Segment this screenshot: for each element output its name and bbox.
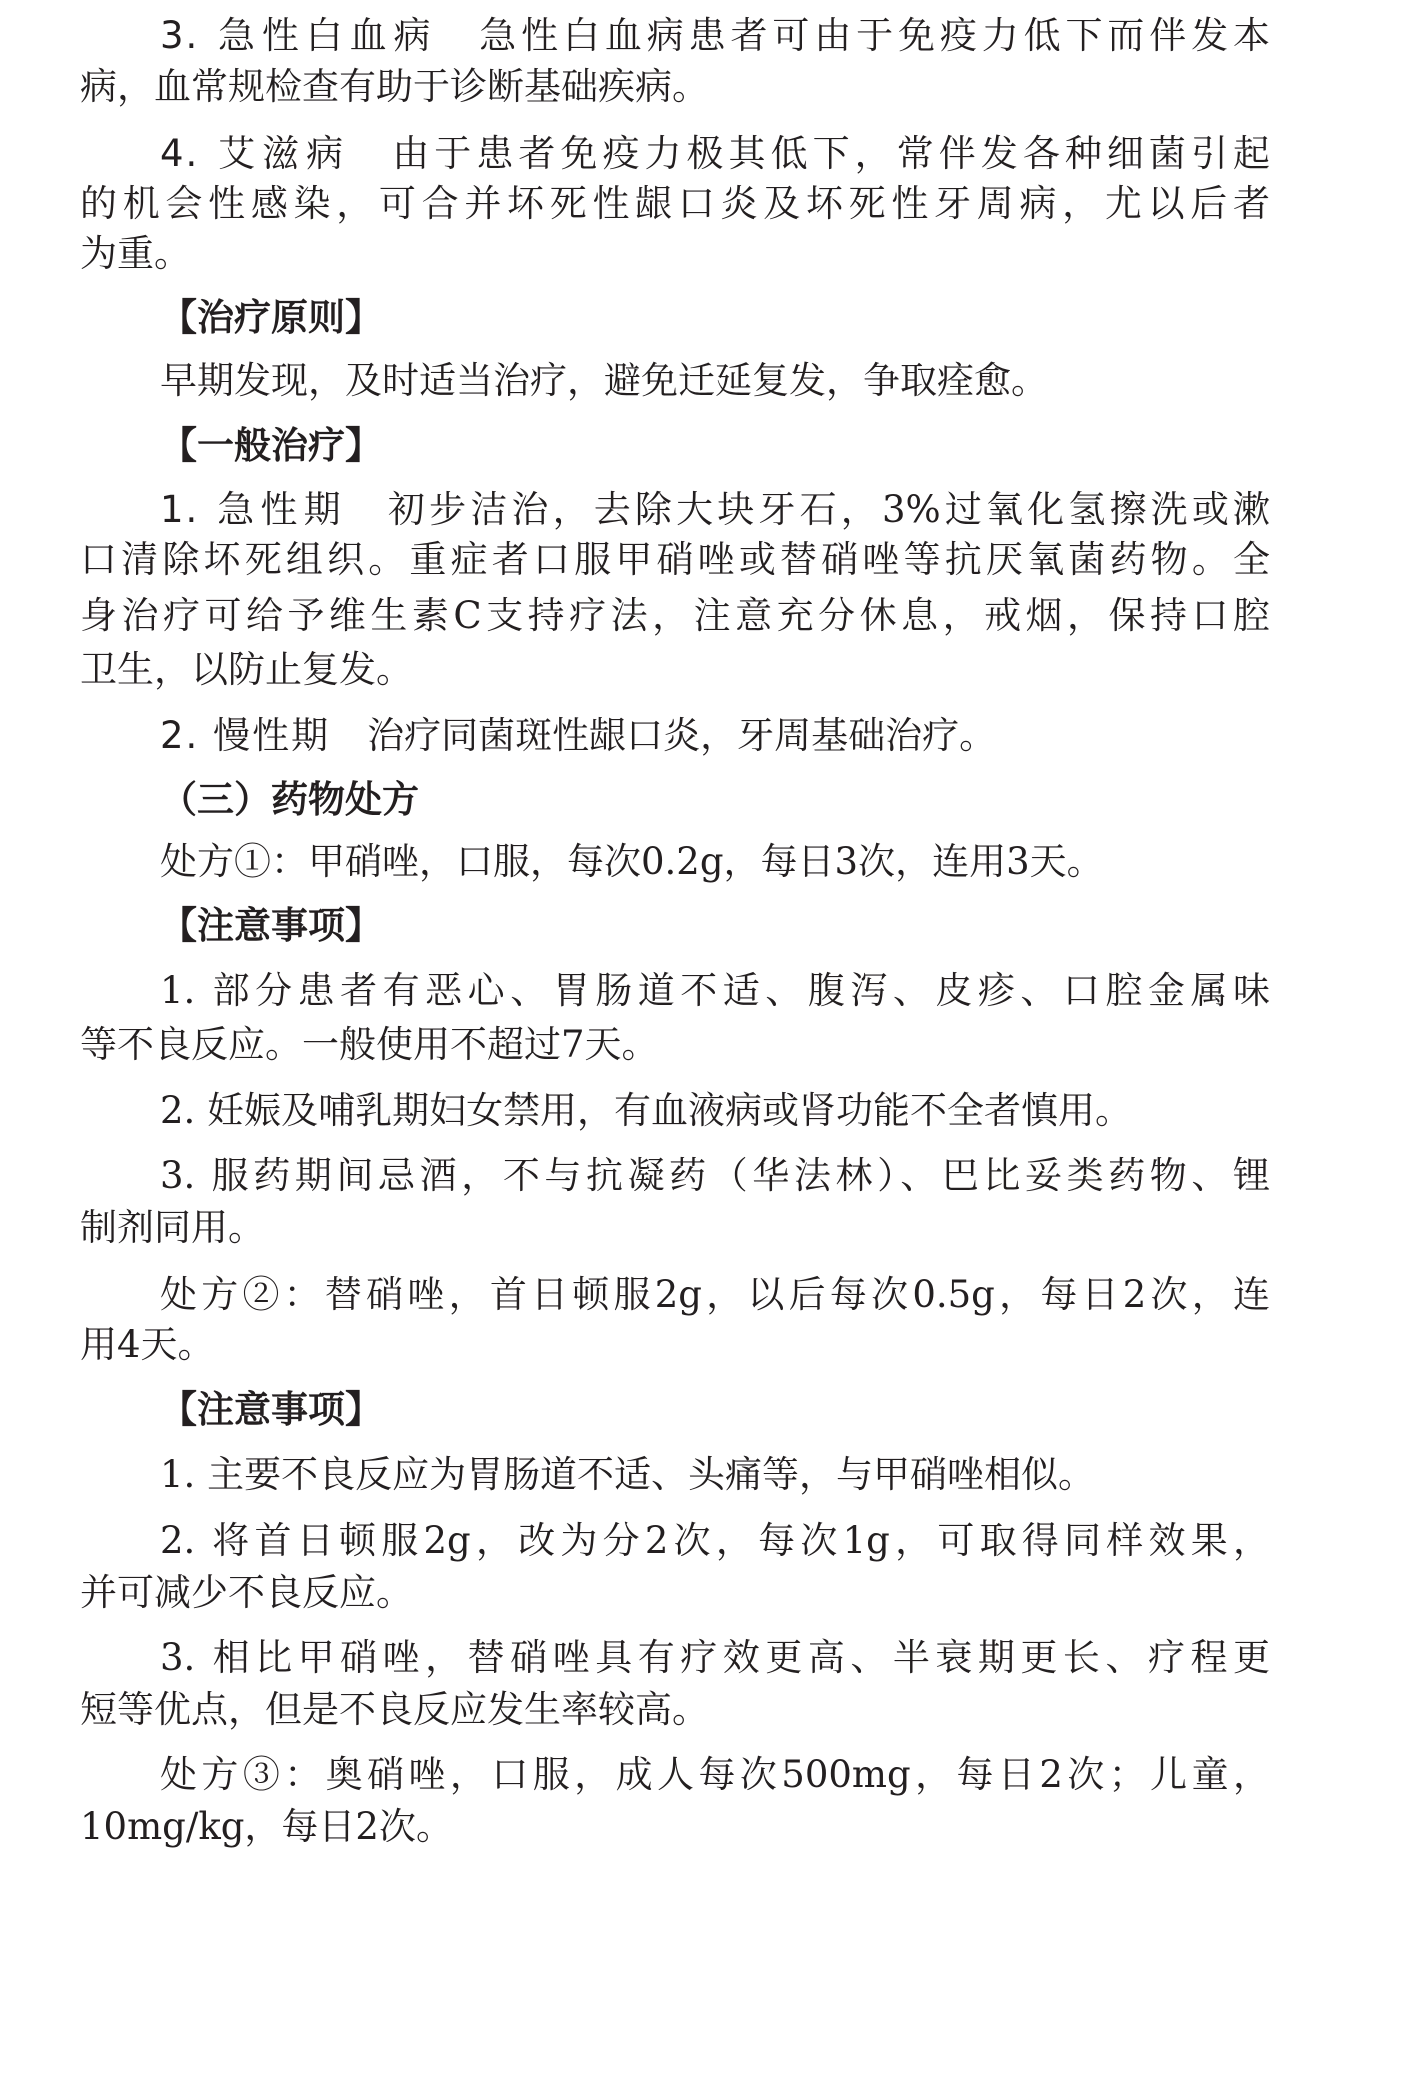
paragraph-line: 制剂同用。 [80,1206,265,1249]
item-aids [160,129,1270,179]
paragraph-line: 早期发现，及时适当治疗，避免迁延复发，争取痊愈。 [160,359,1048,402]
prescription-line: 处方①：甲硝唑，口服，每次0.2g，每日3次，连用3天。 [160,840,1104,883]
paragraph-line: 卫生，以防止复发。 [80,648,413,691]
paragraph-line: 并可减少不良反应。 [80,1571,413,1614]
paragraph-line: 口清除坏死组织。重症者口服甲硝唑或替硝唑等抗厌氧菌药物。全 [80,538,1270,581]
term-label: 4. 艾滋病 [160,132,351,175]
paragraph-text: 由于患者免疫力极其低下，常伴发各种细菌引起 [392,132,1271,175]
paragraph-text: 急性白血病患者可由于免疫力低下而伴发本 [479,14,1271,57]
paragraph-line: 2. 将首日顿服2g，改为分2次，每次1g，可取得同样效果， [160,1519,1270,1562]
paragraph-line: 用4天。 [80,1323,215,1366]
paragraph-line: 1. 部分患者有恶心、胃肠道不适、腹泻、皮疹、口腔金属味 [160,969,1270,1012]
paragraph-line: 2. 妊娠及哺乳期妇女禁用，有血液病或肾功能不全者慎用。 [160,1089,1133,1132]
paragraph-text: 初步洁治，去除大块牙石，3%过氧化氢擦洗或漱 [387,488,1270,531]
section-heading: 【一般治疗】 [160,424,382,467]
paragraph-line: 3. 服药期间忌酒，不与抗凝药（华法林）、巴比妥类药物、锂 [160,1154,1270,1197]
paragraph-line: 为重。 [80,232,191,275]
paragraph-line: 的机会性感染，可合并坏死性龈口炎及坏死性牙周病，尤以后者 [80,182,1270,225]
term-label: 1. 急性期 [160,488,347,531]
prescription-line: 处方③：奥硝唑，口服，成人每次500mg，每日2次；儿童， [160,1753,1270,1796]
paragraph-line: 等不良反应。一般使用不超过7天。 [80,1023,659,1066]
item-chronic-phase [160,711,1270,761]
term-label: 3. 急性白血病 [160,14,438,57]
prescription-line: 处方②：替硝唑，首日顿服2g，以后每次0.5g，每日2次，连 [160,1273,1270,1316]
section-heading: 【治疗原则】 [160,296,382,339]
paragraph-line: 3. 相比甲硝唑，替硝唑具有疗效更高、半衰期更长、疗程更 [160,1636,1270,1679]
paragraph-line: 病，血常规检查有助于诊断基础疾病。 [80,65,709,108]
section-heading: 【注意事项】 [160,1388,382,1431]
paragraph-line: 身治疗可给予维生素C支持疗法，注意充分休息，戒烟，保持口腔 [80,594,1270,637]
section-heading: 【注意事项】 [160,904,382,947]
paragraph-text: 治疗同菌斑性龈口炎，牙周基础治疗。 [367,714,997,757]
term-label: 2. 慢性期 [160,714,331,757]
section-heading: （三）药物处方 [160,778,419,821]
item-acute-phase [160,485,1270,535]
paragraph-line: 短等优点，但是不良反应发生率较高。 [80,1688,709,1731]
paragraph-line: 10mg/kg，每日2次。 [80,1805,453,1848]
item-acute-leukemia [160,11,1270,61]
paragraph-line: 1. 主要不良反应为胃肠道不适、头痛等，与甲硝唑相似。 [160,1453,1096,1496]
